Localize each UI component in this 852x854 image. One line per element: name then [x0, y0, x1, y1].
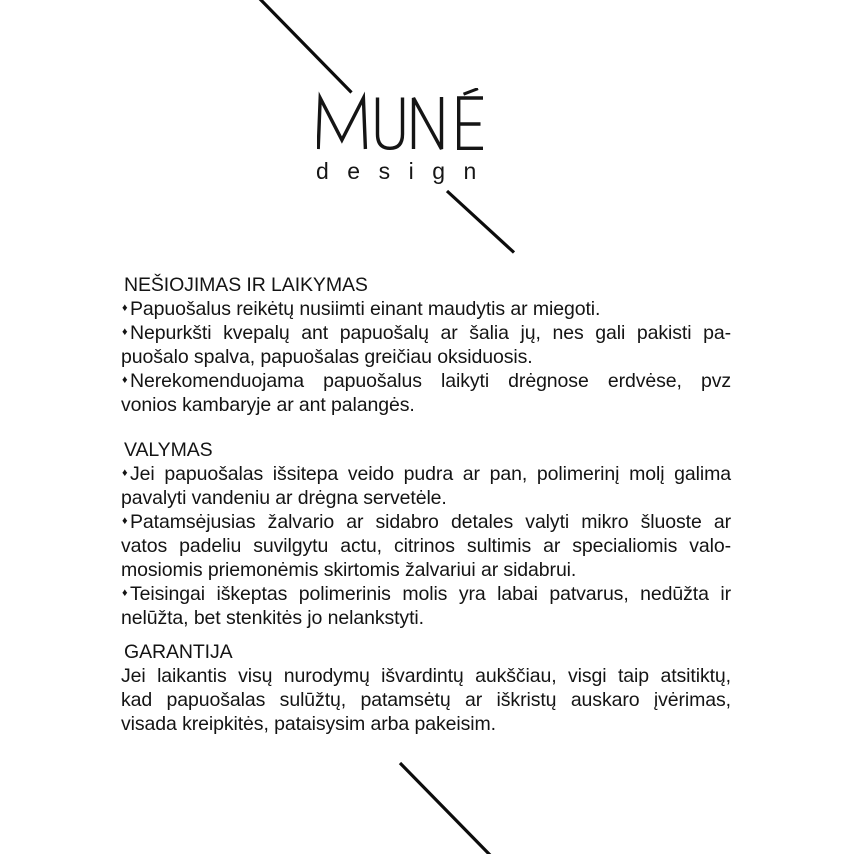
line-text: vatos padeliu suvilgytu actu, citrinos sultimis ar specialiomis valo-	[121, 535, 731, 557]
text-line	[121, 534, 731, 558]
line-text: kad papuošalas sulūžtų, patamsėtų ar iškristų auskaro įvėrimas,	[121, 689, 731, 711]
line-text: Papuošalus reikėtų nusiimti einant maudytis ar miegoti.	[130, 298, 601, 320]
line-text: Patamsėjusias žalvario ar sidabro detales valyti mikro šluoste ar	[130, 511, 731, 533]
diamond-bullet-icon: ♦	[122, 326, 128, 338]
logo-letter-m	[318, 98, 365, 149]
diamond-bullet-icon: ♦	[122, 374, 128, 386]
section-wearing	[121, 273, 731, 417]
text-line	[121, 486, 731, 510]
line-text: mosiomis priemonėmis skirtomis žalvariui ar sidabrui.	[121, 559, 577, 581]
text-line	[121, 712, 731, 736]
text-line	[121, 462, 731, 486]
section-heading-wearing: NEŠIOJIMAS IR LAIKYMAS	[124, 274, 368, 296]
line-text: Jei papuošalas išsitepa veido pudra ar pan, polimerinį molį galima	[130, 463, 731, 485]
diagonal-line-bottom	[400, 763, 491, 854]
text-line	[121, 393, 731, 417]
logo-mune-wordmark	[317, 88, 483, 150]
text-line	[121, 558, 731, 582]
text-line	[121, 369, 731, 393]
section-cleaning	[121, 438, 731, 630]
text-line	[121, 688, 731, 712]
line-text: visada kreipkitės, pataisysim arba pakeisim.	[121, 713, 496, 735]
section-heading-cleaning: VALYMAS	[124, 439, 213, 461]
diagonal-line-middle	[447, 191, 514, 253]
diamond-bullet-icon: ♦	[122, 302, 128, 314]
line-text: Teisingai iškeptas polimerinis molis yra labai patvarus, nedūžta ir	[130, 583, 731, 605]
logo-accent-acute	[464, 89, 479, 95]
logo-letter-u	[378, 98, 403, 149]
section-heading-warranty: GARANTIJA	[124, 641, 233, 663]
text-line	[121, 664, 731, 688]
line-text: vonios kambaryje ar ant palangės.	[121, 394, 415, 416]
text-line	[121, 606, 731, 630]
text-line	[121, 297, 731, 321]
diamond-bullet-icon: ♦	[122, 515, 128, 527]
text-line	[121, 582, 731, 606]
line-text: pavalyti vandeniu ar drėgna servetėle.	[121, 487, 447, 509]
logo-letter-e	[457, 98, 483, 148]
line-text: puošalo spalva, papuošalas greičiau oksiduosis.	[121, 346, 533, 368]
diagonal-line-top	[259, 0, 352, 93]
line-text: Jei laikantis visų nurodymų išvardintų aukščiau, visgi taip atsitiktų,	[121, 665, 731, 687]
text-line	[121, 345, 731, 369]
text-line	[121, 321, 731, 345]
diamond-bullet-icon: ♦	[122, 587, 128, 599]
diamond-bullet-icon: ♦	[122, 467, 128, 479]
line-text: Nepurkšti kvepalų ant papuošalų ar šalia jų, nes gali pakisti pa-	[130, 322, 731, 344]
logo-letter-n	[414, 97, 442, 149]
line-text: Nerekomenduojama papuošalus laikyti drėgnose erdvėse, pvz	[130, 370, 731, 392]
line-text: nelūžta, bet stenkitės jo nelankstyti.	[121, 607, 424, 629]
logo-subtitle: design	[316, 158, 495, 184]
text-line	[121, 510, 731, 534]
section-warranty	[121, 640, 731, 736]
